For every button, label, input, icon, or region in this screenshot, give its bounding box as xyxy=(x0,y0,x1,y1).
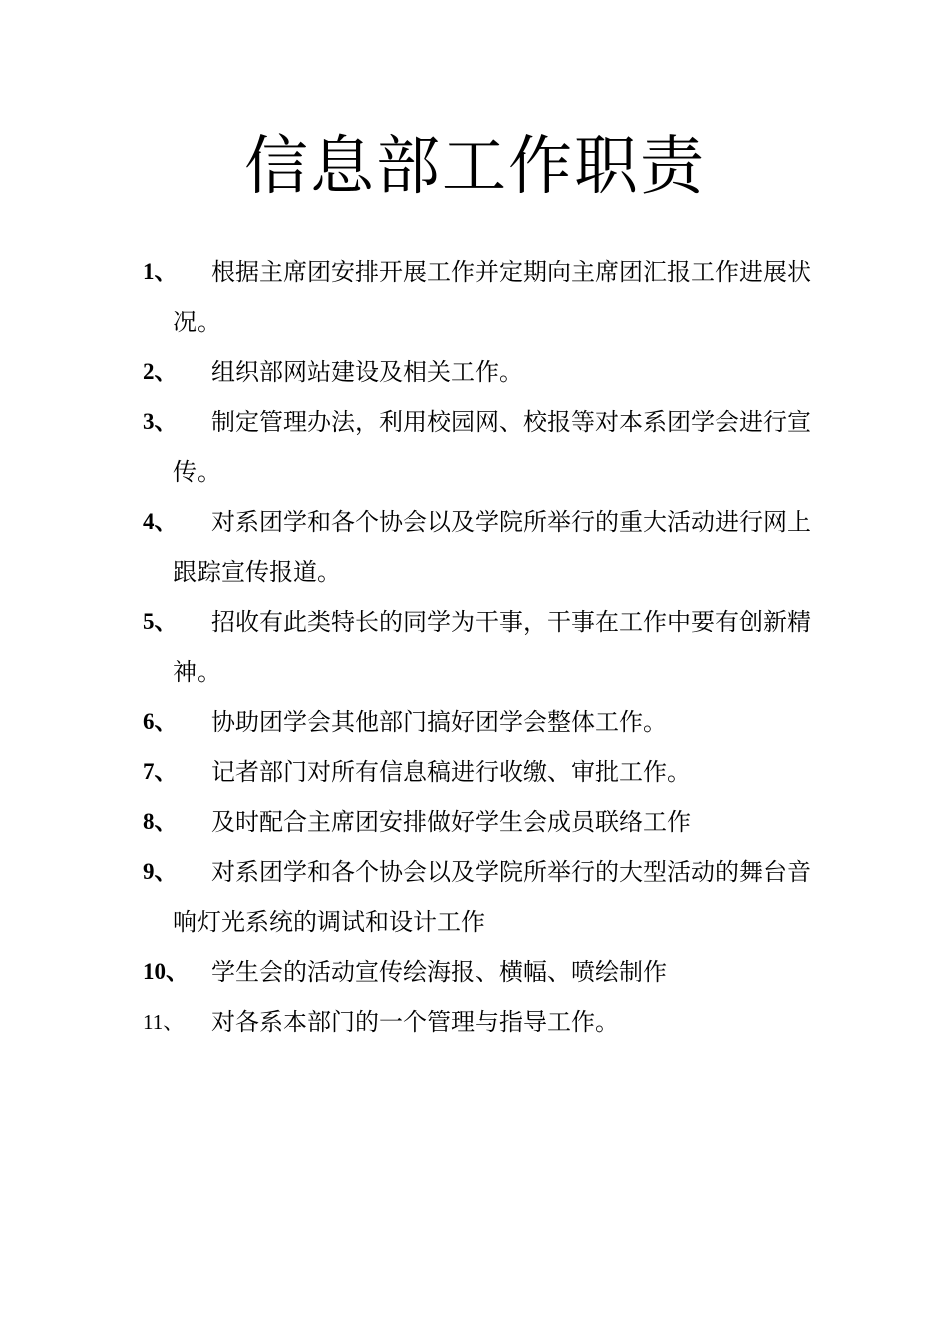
item-text: 招收有此类特长的同学为干事，干事在工作中要有创新精神。 xyxy=(173,608,811,686)
list-item xyxy=(0,597,950,697)
list-item xyxy=(0,747,950,797)
item-number: 6、 xyxy=(143,709,178,734)
list-item xyxy=(0,247,950,347)
item-number: 9、 xyxy=(143,859,178,884)
item-number: 10、 xyxy=(143,959,189,984)
duty-list xyxy=(0,247,950,1047)
item-number: 1、 xyxy=(143,259,178,284)
list-item xyxy=(0,997,950,1047)
item-text: 制定管理办法，利用校园网、校报等对本系团学会进行宣传。 xyxy=(173,408,811,486)
item-text: 对各系本部门的一个管理与指导工作。 xyxy=(211,1008,619,1036)
item-number: 3、 xyxy=(143,409,178,434)
item-text: 及时配合主席团安排做好学生会成员联络工作 xyxy=(211,808,691,836)
item-text: 记者部门对所有信息稿进行收缴、审批工作。 xyxy=(211,758,691,786)
document-title: 信息部工作职责 xyxy=(244,129,706,204)
list-item xyxy=(0,397,950,497)
item-number: 11、 xyxy=(143,1010,185,1034)
item-text: 对系团学和各个协会以及学院所举行的重大活动进行网上跟踪宣传报道。 xyxy=(173,508,811,586)
item-number: 7、 xyxy=(143,759,178,784)
item-number: 2、 xyxy=(143,359,178,384)
list-item xyxy=(0,947,950,997)
item-number: 4、 xyxy=(143,509,178,534)
list-item xyxy=(0,497,950,597)
item-text: 对系团学和各个协会以及学院所举行的大型活动的舞台音响灯光系统的调试和设计工作 xyxy=(173,858,811,936)
item-number: 8、 xyxy=(143,809,178,834)
item-number: 5、 xyxy=(143,609,178,634)
list-item xyxy=(0,797,950,847)
list-item xyxy=(0,847,950,947)
list-item xyxy=(0,347,950,397)
item-text: 协助团学会其他部门搞好团学会整体工作。 xyxy=(211,708,667,736)
item-text: 学生会的活动宣传绘海报、横幅、喷绘制作 xyxy=(211,958,667,986)
list-item xyxy=(0,697,950,747)
item-text: 根据主席团安排开展工作并定期向主席团汇报工作进展状况。 xyxy=(173,258,811,336)
item-text: 组织部网站建设及相关工作。 xyxy=(211,358,523,386)
